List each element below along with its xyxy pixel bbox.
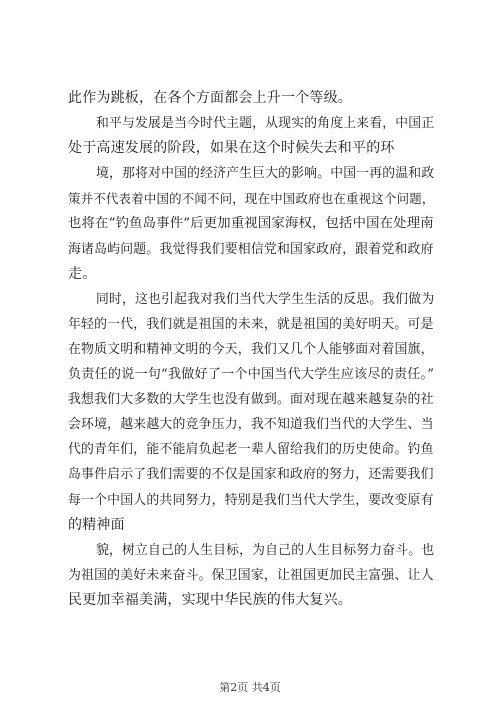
text-line: 海诸岛屿问题。我觉得我们要相信党和国家政府，跟着党和政府: [68, 241, 434, 257]
text-line: 境，那将对中国的经济产生巨大的影响。中国一再的温和政: [96, 166, 434, 182]
text-line: 在物质文明和精神文明的今天，我们又几个人能够面对着国旗，: [68, 341, 434, 357]
text-line: 为祖国的美好未来奋斗。保卫国家，让祖国更加民主富强、让人: [68, 567, 434, 583]
body-text: [68, 86, 434, 613]
text-line: 我想我们大多数的大学生也没有做到。面对现在越来越复杂的社: [68, 392, 434, 408]
text-line: 每一个中国人的共同努力，特别是我们当代大学生，要改变原有: [68, 492, 434, 508]
text-line: 同时，这也引起我对我们当代大学生生活的反思。我们做为: [96, 291, 434, 307]
text-line: 年轻的一代，我们就是祖国的未来，就是祖国的美好明天。可是: [68, 316, 434, 332]
text-line: 处于高速发展的阶段，如果在这个时候失去和平的环: [68, 140, 395, 157]
text-line: 和平与发展是当今时代主题，从现实的角度上来看，中国正: [96, 116, 434, 132]
text-line: 会环境，越来越大的竞争压力，我不知道我们当代的大学生、当: [68, 417, 434, 433]
text-line: 也将在“钓鱼岛事件”后更加重视国家海权，包括中国在处理南: [68, 216, 434, 232]
text-line: 的精神面: [68, 516, 125, 533]
text-line: 代的青年们，能不能肩负起老一辈人留给我们的历史使命。钓鱼: [68, 442, 434, 458]
text-line: 民更加幸福美满，实现中华民族的伟大复兴。: [68, 591, 352, 608]
text-line: 负责任的说一句“我做好了一个中国当代大学生应该尽的责任。”: [68, 367, 434, 383]
text-line: 此作为跳板，在各个方面都会上升一个等级。: [68, 90, 352, 106]
text-line: 策并不代表着中国的不闻不问，现在中国政府也在重视这个问题，: [68, 191, 434, 207]
text-line: 岛事件启示了我们需要的不仅是国家和政府的努力，还需要我们: [68, 467, 434, 483]
text-line: 貌，树立自己的人生目标，为自己的人生目标努力奋斗。也: [96, 542, 434, 558]
page-footer: 第2页 共4页: [219, 681, 281, 694]
text-line: 走。: [68, 265, 97, 282]
